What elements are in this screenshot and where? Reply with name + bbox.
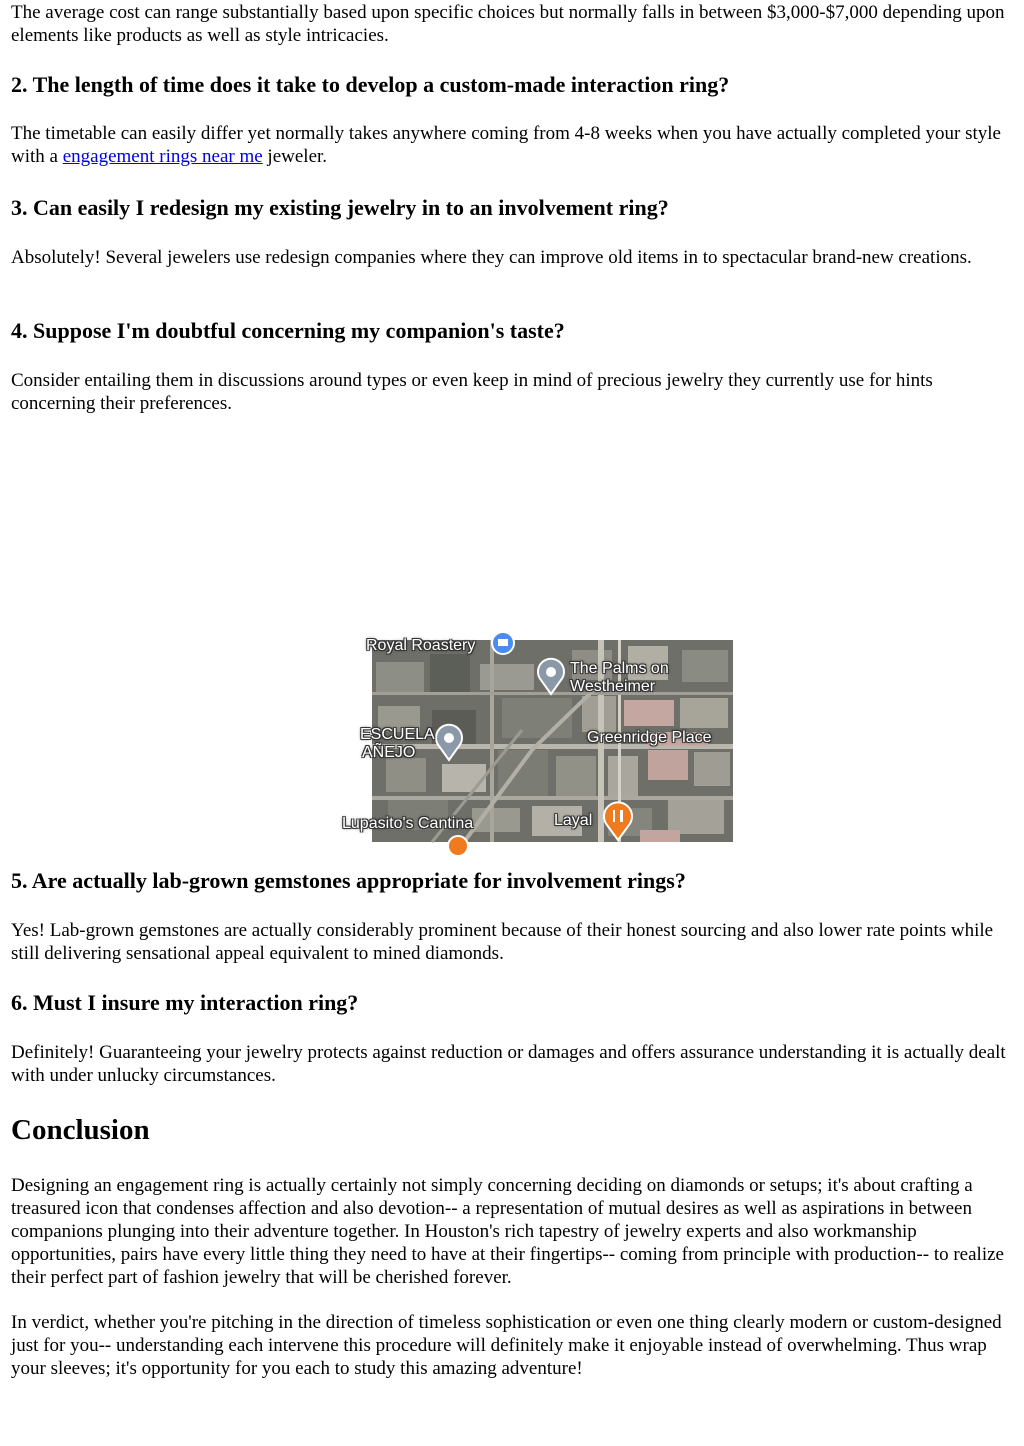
map-label-escuela-line-1: ESCUELA (360, 726, 435, 743)
restaurant-pin-icon (602, 802, 634, 842)
map-label-cantina: Lupasito's Cantina (342, 815, 474, 832)
map-label-layal: Layal (554, 812, 593, 829)
conclusion-paragraph-2: In verdict, whether you're pitching in the direction of timeless sophistication or even one thing clearly modern or custom-designed just for you-- understanding each intervene this procedure will definitely make it enjoyable instead of overwhelming. Thus wrap your sleeves; it's opportunity for you each to study this amazing adventure! (11, 1312, 1002, 1379)
faq-answer-2-text-after: jeweler. (262, 146, 328, 167)
map-label-greenridge: Greenridge Place (587, 729, 712, 746)
map-label-palms-line-1: The Palms on (570, 660, 669, 677)
faq-answer-2-text-before: The timetable can easily differ yet normally takes anywhere coming from 4-8 weeks when you have actually completed your style with a (11, 123, 1001, 167)
map-label-escuela-line-2: AÑEJO (362, 744, 416, 761)
intro-paragraph: The average cost can range substantially based upon specific choices but normally falls in between $3,000-$7,000 depending upon elements like products as well as style intricacies. (11, 2, 1005, 46)
conclusion-heading: Conclusion (11, 1114, 150, 1146)
faq-answer-3: Absolutely! Several jewelers use redesign companies where they can improve old items in to spectacular brand-new creations. (11, 247, 972, 268)
faq-question-5: 5. Are actually lab-grown gemstones appropriate for involvement rings? (11, 868, 686, 893)
map-image (342, 637, 733, 842)
map-label-palms-line-2: Westheimer (570, 678, 656, 695)
faq-answer-4: Consider entailing them in discussions around types or even keep in mind of precious jewelry they currently use for hints concerning their preferences. (11, 370, 933, 414)
engagement-rings-link[interactable]: engagement rings near me (62, 146, 263, 167)
faq-answer-5: Yes! Lab-grown gemstones are actually considerably prominent because of their honest sourcing and also lower rate points while still delivering sensational appeal equivalent to mined diamonds. (11, 920, 994, 964)
faq-question-2: 2. The length of time does it take to develop a custom-made interaction ring? (11, 72, 730, 97)
faq-question-3: 3. Can easily I redesign my existing jewelry in to an involvement ring? (11, 195, 669, 220)
map-label-roastery: Royal Roastery (366, 637, 476, 654)
location-pin-icon-palms (536, 658, 566, 696)
faq-question-4: 4. Suppose I'm doubtful concerning my companion's taste? (11, 318, 565, 343)
cafe-pin-icon (488, 632, 518, 658)
faq-answer-2 (11, 122, 1015, 168)
conclusion-paragraph-1: Designing an engagement ring is actually certainly not simply concerning deciding on diamonds or setups; it's about crafting a treasured icon that condenses affection and also devotion-- a representation of mutual desires as well as aspirations in between companions plunging into their adventure together. In Houston's rich tapestry of jewelry experts and also workmanship opportunities, pairs have every little thing they need to have at their fingertips-- coming from principle with production-- to realize their perfect part of fashion jewelry that will be cherished forever. (11, 1175, 1004, 1288)
faq-question-6: 6. Must I insure my interaction ring? (11, 990, 359, 1015)
faq-answer-6: Definitely! Guaranteeing your jewelry protects against reduction or damages and offers assurance understanding it is actually dealt with under unlucky circumstances. (11, 1042, 1006, 1086)
location-pin-icon-escuela (434, 724, 464, 762)
partial-pin-icon (446, 834, 470, 846)
